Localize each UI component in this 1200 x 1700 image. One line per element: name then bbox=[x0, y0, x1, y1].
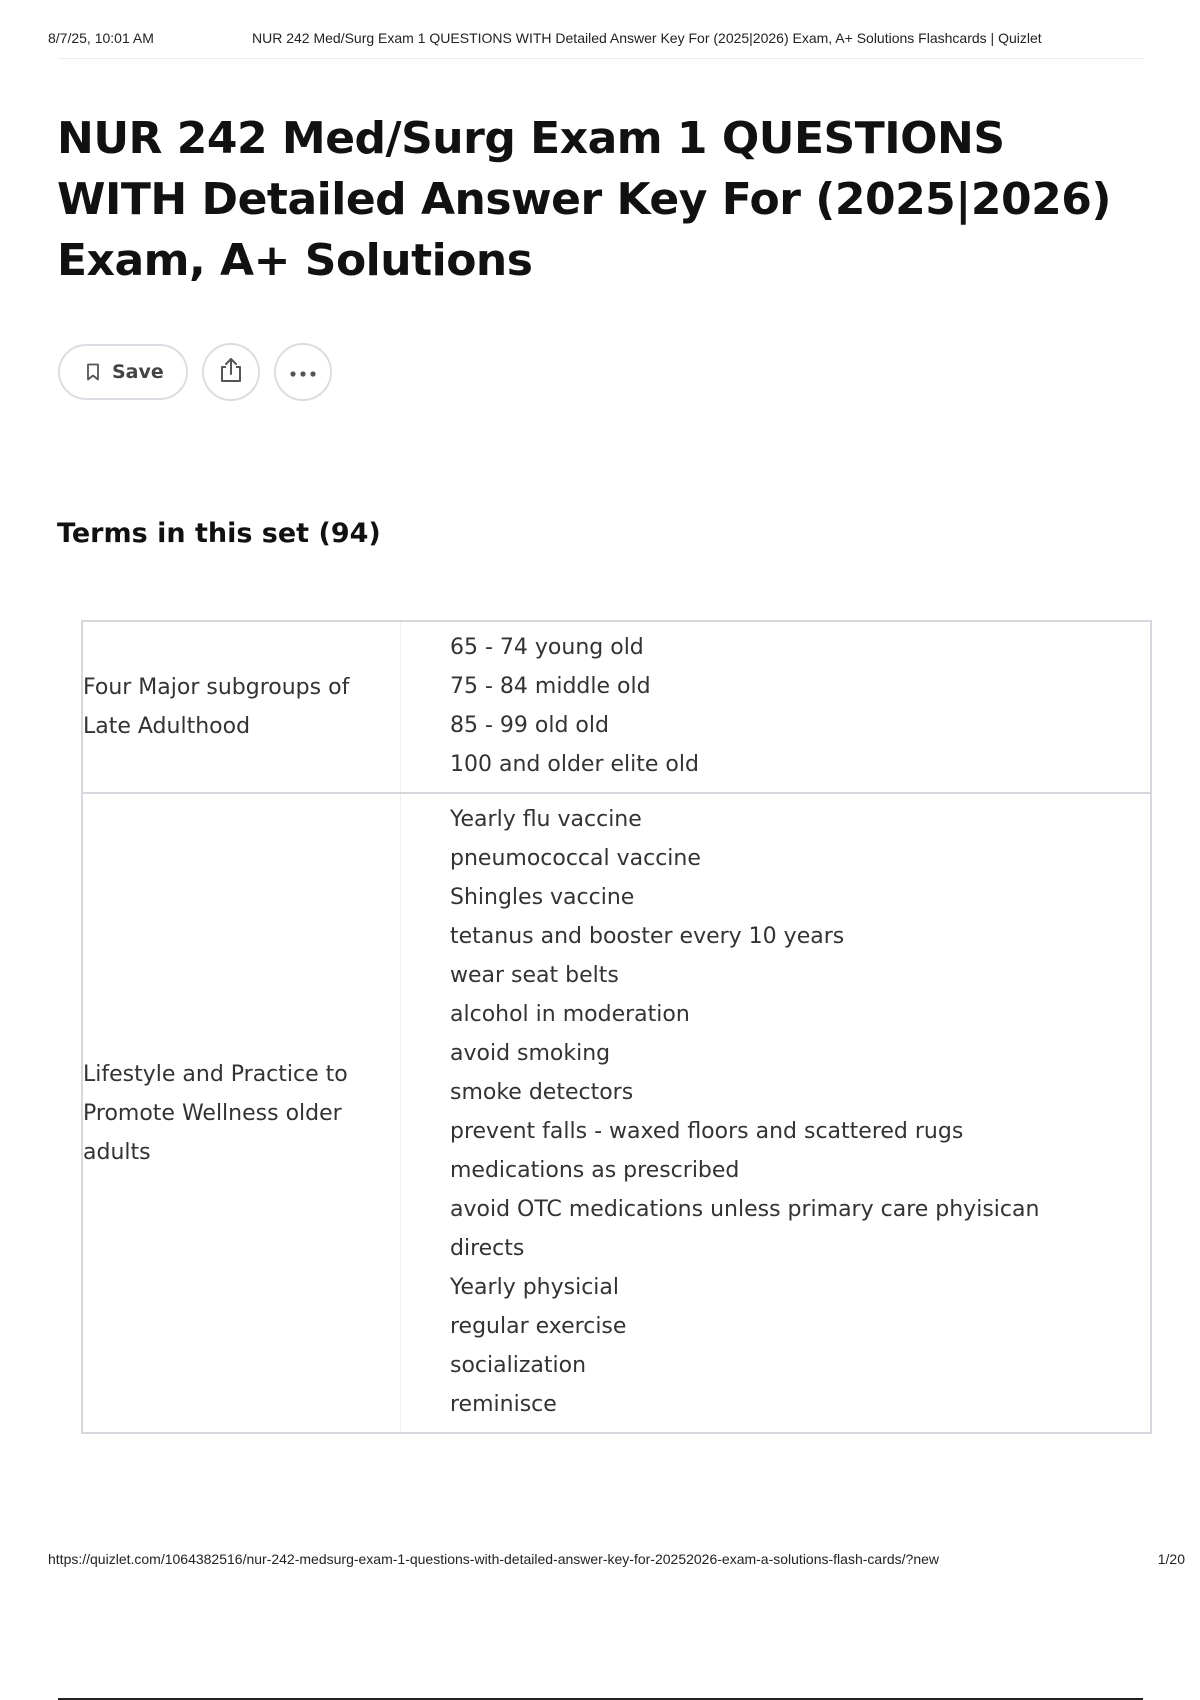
definition-line: prevent falls - waxed floors and scattered rugs bbox=[450, 1119, 964, 1144]
share-icon bbox=[218, 356, 244, 388]
definition-line: regular exercise bbox=[450, 1314, 627, 1339]
definition-line: alcohol in moderation bbox=[450, 1002, 690, 1027]
bookmark-icon bbox=[86, 363, 100, 381]
page-title: NUR 242 Med/Surg Exam 1 QUESTIONS WITH Detailed Answer Key For (2025|2026) Exam, A+ Solutions bbox=[57, 113, 1111, 286]
term-row bbox=[83, 622, 1150, 794]
definition-line: wear seat belts bbox=[450, 963, 619, 988]
definition-line: Shingles vaccine bbox=[450, 885, 635, 910]
action-bar bbox=[58, 343, 332, 401]
term-cell bbox=[83, 794, 401, 1432]
terms-heading: Terms in this set (94) bbox=[57, 518, 381, 549]
header-divider bbox=[58, 58, 1143, 59]
definition-line: 85 - 99 old old bbox=[450, 713, 609, 738]
definition-line: socialization bbox=[450, 1353, 587, 1378]
term-cell bbox=[83, 622, 401, 792]
definition-line: 100 and older elite old bbox=[450, 752, 699, 777]
print-document-title: NUR 242 Med/Surg Exam 1 QUESTIONS WITH Detailed Answer Key For (2025|2026) Exam, A+ Solutions Flashcards | Quizlet bbox=[252, 30, 1042, 46]
term-text: Four Major subgroups of Late Adulthood bbox=[83, 675, 350, 739]
print-url: https://quizlet.com/1064382516/nur-242-medsurg-exam-1-questions-with-detailed-answer-key-for-20252026-exam-a-solutions-flash-cards/?new bbox=[48, 1551, 939, 1567]
definition-cell bbox=[401, 622, 1150, 792]
print-header bbox=[48, 30, 1170, 50]
definition-line: pneumococcal vaccine bbox=[450, 846, 701, 871]
page-number: 1/20 bbox=[1157, 1551, 1185, 1567]
definition-line: Yearly physicial bbox=[450, 1275, 620, 1300]
term-row bbox=[83, 794, 1150, 1432]
definition-line: Yearly flu vaccine bbox=[450, 807, 642, 832]
share-button[interactable] bbox=[202, 343, 260, 401]
definition-line: tetanus and booster every 10 years bbox=[450, 924, 845, 949]
save-button-label: Save bbox=[112, 361, 164, 383]
definition-line: medications as prescribed bbox=[450, 1158, 740, 1183]
definition-cell bbox=[401, 794, 1150, 1432]
terms-table bbox=[81, 620, 1152, 1434]
definition-line: 75 - 84 middle old bbox=[450, 674, 651, 699]
more-icon bbox=[289, 363, 317, 382]
definition-line: avoid smoking bbox=[450, 1041, 611, 1066]
definition-line: directs bbox=[450, 1236, 525, 1261]
definition-line: smoke detectors bbox=[450, 1080, 634, 1105]
definition-line: avoid OTC medications unless primary care phyisican bbox=[450, 1197, 1040, 1222]
term-text: Lifestyle and Practice to Promote Wellness older adults bbox=[83, 1061, 348, 1165]
more-options-button[interactable] bbox=[274, 343, 332, 401]
definition-line: 65 - 74 young old bbox=[450, 635, 644, 660]
definition-line: reminisce bbox=[450, 1392, 557, 1417]
print-date: 8/7/25, 10:01 AM bbox=[48, 30, 154, 46]
save-button[interactable] bbox=[58, 344, 188, 400]
